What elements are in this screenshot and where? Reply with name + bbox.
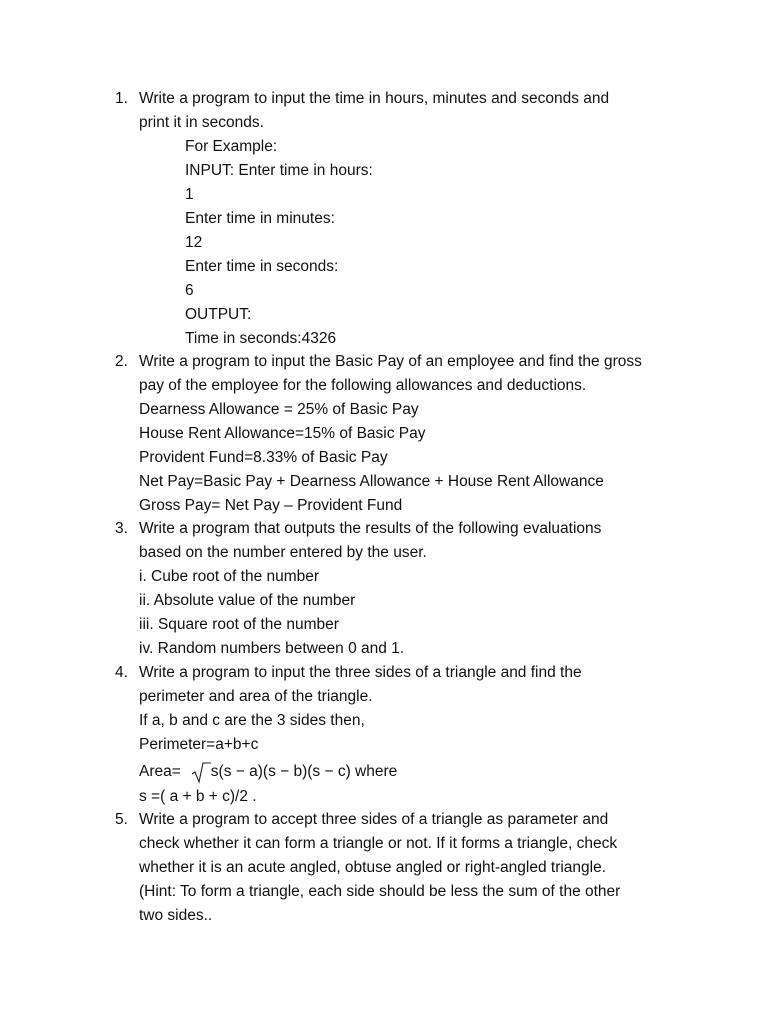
q5-text-line: two sides.. <box>139 907 213 924</box>
q3-text-line: based on the number entered by the user. <box>139 544 427 561</box>
q3-text-line: iv. Random numbers between 0 and 1. <box>139 640 405 657</box>
q1-number: 1. <box>115 90 128 107</box>
q2-text-line: Write a program to input the Basic Pay of an employee and find the gross <box>139 353 642 370</box>
q2-number: 2. <box>115 353 128 370</box>
q4-text-line: perimeter and area of the triangle. <box>139 688 373 705</box>
q2-text-line: House Rent Allowance=15% of Basic Pay <box>139 425 426 442</box>
q1-example-line: 6 <box>185 282 194 299</box>
q2-text-line: Dearness Allowance = 25% of Basic Pay <box>139 401 419 418</box>
q5-text-line: whether it is an acute angled, obtuse angled or right-angled triangle. <box>139 859 607 876</box>
q1-text-line-1: Write a program to input the time in hours, minutes and seconds and <box>139 90 610 107</box>
q4-text-line: Write a program to input the three sides of a triangle and find the <box>139 664 582 681</box>
q3-text-line: iii. Square root of the number <box>139 616 339 633</box>
q1-example-line: INPUT: Enter time in hours: <box>185 162 373 179</box>
q1-example-line: 1 <box>185 186 194 203</box>
s-formula: s =( a + b + c)/2 . <box>139 788 257 805</box>
q5-text-line: check whether it can form a triangle or not. If it forms a triangle, check <box>139 835 618 852</box>
q5-text-line: (Hint: To form a triangle, each side should be less the sum of the other <box>139 883 621 900</box>
q5-number: 5. <box>115 811 128 828</box>
q5-text-line: Write a program to accept three sides of a triangle as parameter and <box>139 811 609 828</box>
q3-text-line: Write a program that outputs the results of the following evaluations <box>139 520 602 537</box>
square-root-symbol-icon <box>191 762 209 782</box>
q2-text-line: Net Pay=Basic Pay + Dearness Allowance + House Rent Allowance <box>139 473 604 490</box>
q1-text-line-2: print it in seconds. <box>139 114 264 131</box>
q1-example-line: 12 <box>185 234 203 251</box>
q3-number: 3. <box>115 520 128 537</box>
q1-example-line: Enter time in minutes: <box>185 210 335 227</box>
q1-example-line: Enter time in seconds: <box>185 258 339 275</box>
q4-number: 4. <box>115 664 128 681</box>
area-label: Area= <box>139 763 181 780</box>
q2-text-line: Gross Pay= Net Pay – Provident Fund <box>139 497 403 514</box>
q4-text-line: If a, b and c are the 3 sides then, <box>139 712 365 729</box>
q1-example-line: OUTPUT: <box>185 306 252 323</box>
q1-example-line: For Example: <box>185 138 278 155</box>
q3-text-line: i. Cube root of the number <box>139 568 320 585</box>
q4-text-line: Perimeter=a+b+c <box>139 736 259 753</box>
q1-example-line: Time in seconds:4326 <box>185 330 337 347</box>
q3-text-line: ii. Absolute value of the number <box>139 592 356 609</box>
area-expression: s(s − a)(s − b)(s − c) where <box>210 763 398 780</box>
q2-text-line: pay of the employee for the following allowances and deductions. <box>139 377 587 394</box>
q2-text-line: Provident Fund=8.33% of Basic Pay <box>139 449 388 466</box>
q4-area-formula <box>139 762 397 782</box>
